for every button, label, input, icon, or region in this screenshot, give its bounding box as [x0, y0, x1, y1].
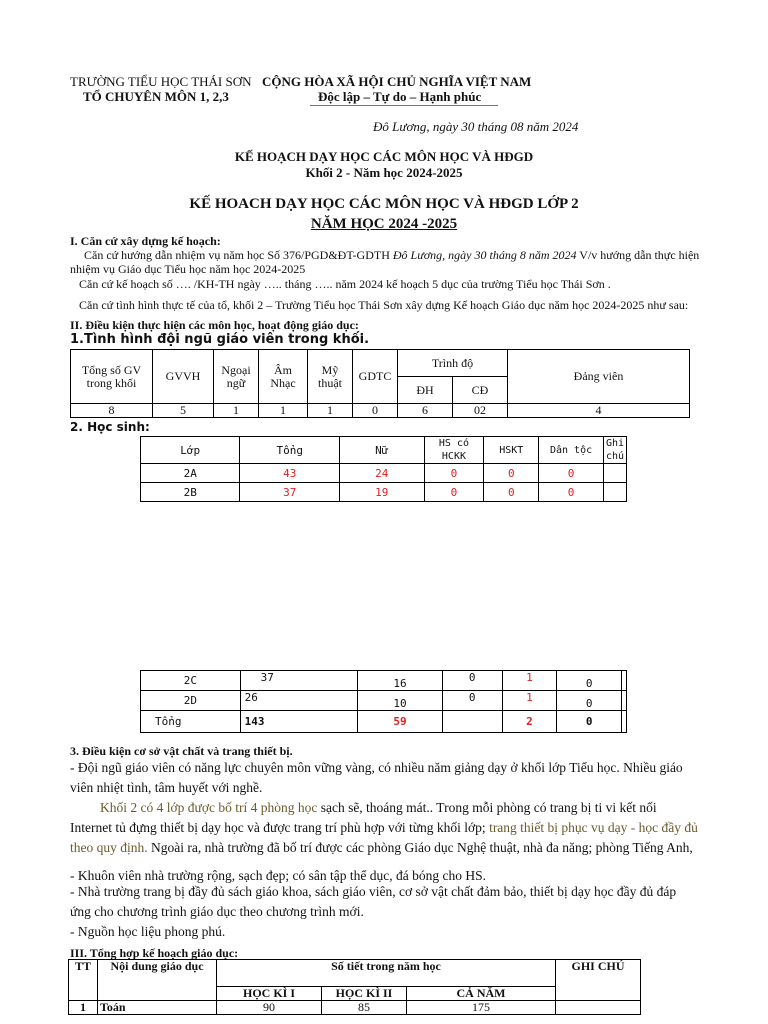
section1-p2: Căn cứ kế hoạch số …. /KH-TH ngày ….. tháng ….. năm 2024 kế hoạch 5 dục của trường Tiểu học Thái Sơn .	[79, 277, 611, 291]
cell	[622, 671, 627, 691]
cell	[622, 691, 627, 711]
cell	[603, 483, 626, 502]
header-party-members: Đảng viên	[508, 350, 690, 404]
cell: 0	[539, 483, 604, 502]
section4-heading: III. Tổng hợp kế hoạch giáo dục:	[70, 946, 239, 960]
cell: 2B	[141, 483, 240, 502]
table-row	[69, 1001, 641, 1015]
cell	[603, 464, 626, 483]
students-table-top	[140, 436, 627, 502]
table-row	[141, 464, 627, 483]
header-foreign-language: Ngoại ngữ	[214, 350, 259, 404]
header-hckk: HS có HCKK	[424, 437, 484, 464]
header-total-teachers: Tổng số GV trong khối	[71, 350, 153, 404]
header-total: Tổng	[240, 437, 340, 464]
cell: 2D	[141, 691, 241, 711]
cell: 24	[340, 464, 425, 483]
department-name: TỔ CHUYÊN MÔN 1, 2,3	[83, 89, 229, 104]
table-row	[141, 483, 627, 502]
cell: 16	[358, 671, 443, 691]
cell: 0	[484, 483, 539, 502]
section1-p1: Căn cứ hướng dẫn nhiệm vụ năm học Số 376/PGD&ĐT-GDTH Đô Lương, ngày 30 tháng 8 năm 2024 V/v hướng dẫn thực hiện nhiệm vụ Giáo dục Tiểu học năm học 2024-2025	[70, 248, 700, 276]
date-line: Đô Lương, ngày 30 tháng 08 năm 2024	[373, 119, 579, 134]
cell: 0	[557, 671, 622, 691]
section3-p3: - Khuôn viên nhà trường rộng, sạch đẹp; có sân tập thể dục, đá bóng cho HS.	[70, 868, 486, 883]
cell: 26	[240, 691, 358, 711]
cell: 0	[557, 691, 622, 711]
header-hskt: HSKT	[484, 437, 539, 464]
cell: 1	[69, 1001, 98, 1015]
cell: 1	[308, 404, 353, 418]
section1-heading: I. Căn cứ xây dựng kế hoạch:	[70, 234, 221, 248]
section3-p2: Khối 2 có 4 lớp được bố trí 4 phòng học sạch sẽ, thoáng mát.. Trong mỗi phòng có trang bị ti vi kết nối Internet tủ đựng thiết bị dạy học và được trang trí phù hợp với từng khối lớp; trang thiết bị phục vụ dạy - học đầy đủ theo quy định. Ngoài ra, nhà trường đã bố trí được các phòng Giáo dục Nghệ thuật, nhà đa năng; phòng Tiếng Anh,	[70, 800, 698, 855]
header-notes: GHI CHÚ	[556, 960, 641, 1001]
cell: 37	[240, 483, 340, 502]
header-university: ĐH	[398, 377, 453, 404]
table-row	[141, 671, 627, 691]
staff-subheading: 1.Tình hình đội ngũ giáo viên trong khối.	[70, 332, 370, 347]
cell: 19	[340, 483, 425, 502]
section2-heading: II. Điều kiện thực hiện các môn học, hoạt động giáo dục:	[70, 318, 359, 332]
section3-p5: - Nguồn học liệu phong phú.	[70, 924, 226, 939]
header-full-year: CẢ NĂM	[407, 987, 556, 1001]
cell: 2	[502, 711, 557, 733]
header-gvvh: GVVH	[153, 350, 214, 404]
cell: 6	[398, 404, 453, 418]
cell: 0	[424, 464, 484, 483]
plan-title: KẾ HOACH DẠY HỌC CÁC MÔN HỌC VÀ HĐGD LỚP 2	[189, 196, 579, 212]
cell: 1	[502, 691, 557, 711]
students-table-bottom	[140, 670, 627, 733]
cell: 0	[353, 404, 398, 418]
cell: 10	[358, 691, 443, 711]
cell: 0	[557, 711, 622, 733]
cell	[442, 711, 502, 733]
header-college: CĐ	[453, 377, 508, 404]
cell: 43	[240, 464, 340, 483]
cell: 143	[240, 711, 358, 733]
table-row	[141, 691, 627, 711]
doc-title: KẾ HOẠCH DẠY HỌC CÁC MÔN HỌC VÀ HĐGD	[234, 149, 534, 164]
cell: 1	[259, 404, 308, 418]
header-semester-2: HỌC KÌ II	[322, 987, 407, 1001]
header-notes: Ghi chú	[603, 437, 626, 464]
cell: 85	[322, 1001, 407, 1015]
header-fine-arts: Mỹ thuật	[308, 350, 353, 404]
motto-underline	[310, 105, 498, 106]
doc-subtitle: Khối 2 - Năm học 2024-2025	[305, 165, 463, 180]
cell: 59	[358, 711, 443, 733]
school-name: TRƯỜNG TIỂU HỌC THÁI SƠN	[70, 74, 252, 89]
cell: 02	[453, 404, 508, 418]
cell: Tổng	[141, 711, 241, 733]
cell: 8	[71, 404, 153, 418]
section3-p1: - Đội ngũ giáo viên có năng lực chuyên môn vững vàng, có nhiều năm giảng dạy ở khối lớp Tiểu học. Nhiều giáo viên nhiệt tình, tâm huyết với nghề.	[70, 760, 683, 795]
cell: 175	[407, 1001, 556, 1015]
education-plan-table	[68, 959, 641, 1015]
cell: 1	[502, 671, 557, 691]
header-ethnic: Dân tộc	[539, 437, 604, 464]
cell: 1	[214, 404, 259, 418]
section3-heading: 3. Điều kiện cơ sở vật chất và trang thiết bị.	[70, 744, 293, 758]
section3-p4: - Nhà trường trang bị đầy đủ sách giáo khoa, sách giáo viên, cơ sở vật chất đảm bảo, thiết bị dạy học đầy đủ đáp ứng cho chương trình giáo dục theo chương trình mới.	[70, 884, 677, 919]
section1-p3: Căn cứ tình hình thực tế của tổ, khối 2 – Trường Tiểu học Thái Sơn xây dựng Kế hoạch Giáo dục năm học 2024-2025 như sau:	[79, 298, 689, 312]
header-tt: TT	[69, 960, 98, 1001]
cell: 0	[442, 691, 502, 711]
cell: 4	[508, 404, 690, 418]
header-content: Nội dung giáo dục	[98, 960, 217, 1001]
header-qualification: Trình độ	[398, 350, 508, 377]
cell	[622, 711, 627, 733]
header-periods: Số tiết trong năm học	[217, 960, 556, 987]
cell: 0	[539, 464, 604, 483]
plan-year: NĂM HỌC 2024 -2025	[310, 216, 458, 232]
cell: 2C	[141, 671, 241, 691]
motto: Độc lập – Tự do – Hạnh phúc	[318, 89, 482, 104]
cell: 0	[484, 464, 539, 483]
cell: 37	[240, 671, 358, 691]
header-physical-education: GDTC	[353, 350, 398, 404]
cell: 0	[442, 671, 502, 691]
table-row-total	[141, 711, 627, 733]
students-subheading: 2. Học sinh:	[70, 420, 150, 434]
cell: Toán	[98, 1001, 217, 1015]
cell: 90	[217, 1001, 322, 1015]
cell	[556, 1001, 641, 1015]
cell: 2A	[141, 464, 240, 483]
header-female: Nữ	[340, 437, 425, 464]
republic-title: CỘNG HÒA XÃ HỘI CHỦ NGHĨA VIỆT NAM	[262, 74, 532, 89]
header-music: Âm Nhạc	[259, 350, 308, 404]
cell: 5	[153, 404, 214, 418]
header-semester-1: HỌC KÌ I	[217, 987, 322, 1001]
header-class: Lớp	[141, 437, 240, 464]
staff-table	[70, 349, 690, 418]
cell: 0	[424, 483, 484, 502]
table-row	[71, 404, 690, 418]
